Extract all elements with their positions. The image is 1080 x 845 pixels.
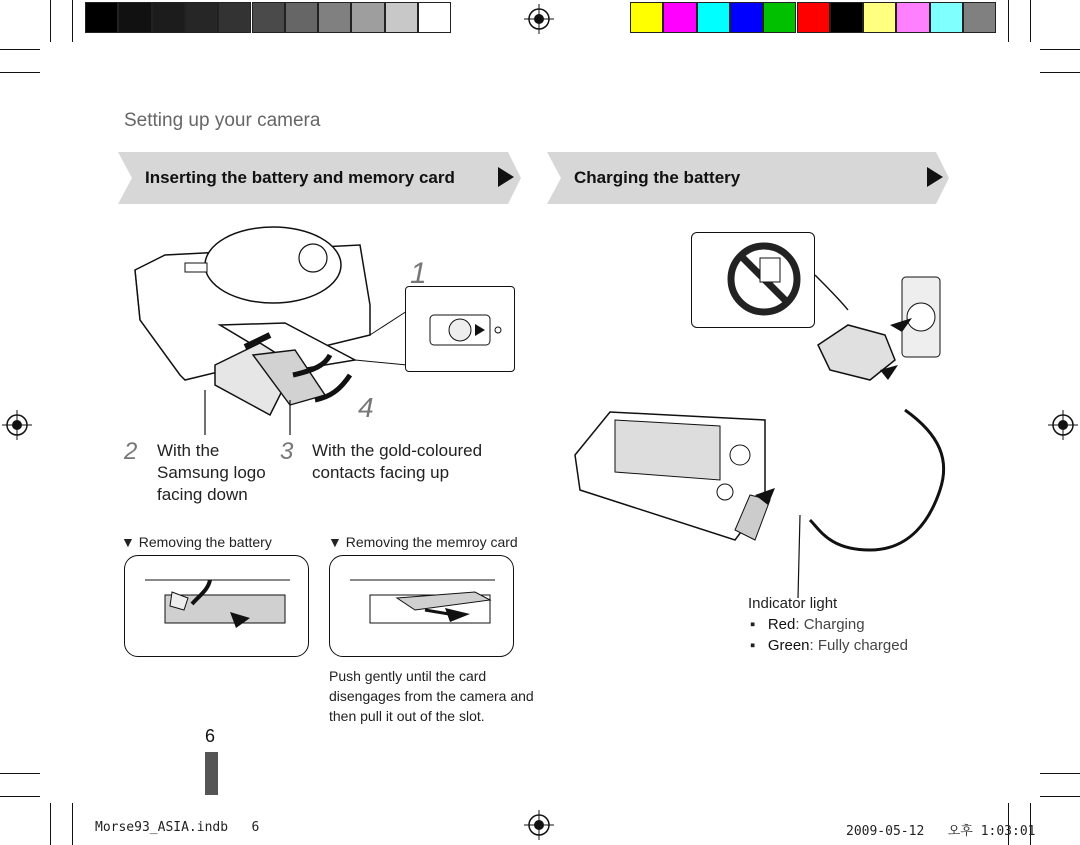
removing-battery-label: ▼ Removing the battery	[121, 534, 272, 550]
color-swatch	[252, 2, 285, 33]
play-arrow-icon	[925, 166, 945, 188]
color-swatch	[830, 2, 863, 33]
color-swatch	[152, 2, 185, 33]
color-swatch	[663, 2, 696, 33]
page-number: 6	[205, 726, 216, 746]
color-swatch	[797, 2, 830, 33]
crop-mark	[1008, 0, 1009, 42]
color-swatch	[896, 2, 929, 33]
color-swatch	[351, 2, 384, 33]
registration-mark-icon	[1048, 410, 1078, 440]
crop-mark	[72, 0, 73, 42]
step-3-text: With the gold-coloured contacts facing up	[312, 441, 483, 482]
crop-mark	[1040, 72, 1080, 73]
push-note: Push gently until the card disengages from the camera and then pull it out of the slot.	[329, 668, 534, 724]
indicator-item-green: ▪ Green: Fully charged	[750, 637, 908, 654]
color-swatch	[385, 2, 418, 33]
play-arrow-icon	[496, 166, 516, 188]
color-swatch	[318, 2, 351, 33]
crop-mark	[1040, 796, 1080, 797]
color-swatch	[218, 2, 251, 33]
step-number-1: 1	[410, 257, 427, 290]
indicator-color-red: Red	[767, 616, 796, 633]
footer-timestamp: 2009-05-12 오후 1:03:01	[846, 824, 1036, 839]
registration-mark-icon	[524, 810, 554, 840]
crop-mark	[50, 0, 51, 42]
step-2-text: With the Samsung logo facing down	[157, 441, 266, 504]
step-number-3: 3	[280, 438, 294, 465]
color-swatch	[185, 2, 218, 33]
indicator-item-red: ▪ Red: Charging	[750, 616, 865, 633]
step-number-2: 2	[124, 438, 138, 465]
crop-mark	[50, 803, 51, 845]
indicator-color-green: Green	[767, 637, 810, 654]
indicator-state-charged: : Fully charged	[809, 637, 908, 654]
page-section-title: Setting up your camera	[124, 110, 321, 131]
crop-mark	[72, 803, 73, 845]
color-swatch	[118, 2, 151, 33]
crop-mark	[1030, 0, 1031, 42]
color-swatch	[697, 2, 730, 33]
color-swatch	[730, 2, 763, 33]
color-swatch	[963, 2, 996, 33]
lock-slider-icon	[420, 310, 510, 350]
step-number-4: 4	[358, 392, 374, 423]
indicator-title: Indicator light	[748, 595, 838, 612]
page-tab-marker	[205, 752, 218, 795]
color-swatch	[863, 2, 896, 33]
removing-card-label: ▼ Removing the memroy card	[328, 534, 518, 550]
crop-mark	[1040, 49, 1080, 50]
crop-mark	[0, 72, 40, 73]
section-title-inserting: Inserting the battery and memory card	[145, 168, 455, 187]
color-swatch	[85, 2, 118, 33]
crop-mark	[0, 773, 40, 774]
registration-mark-icon	[2, 410, 32, 440]
battery-removal-detail-icon	[140, 570, 300, 640]
section-title-charging: Charging the battery	[574, 168, 741, 187]
card-removal-detail-icon	[345, 570, 505, 640]
camera-charging-illustration	[570, 380, 960, 600]
crop-mark	[0, 49, 40, 50]
registration-mark-icon	[524, 4, 554, 34]
color-swatch	[285, 2, 318, 33]
color-swatch	[630, 2, 663, 33]
crop-mark	[0, 796, 40, 797]
footer-file-name: Morse93_ASIA.indb 6	[95, 820, 260, 835]
indicator-state-charging: : Charging	[795, 616, 865, 633]
prohibited-icon	[725, 240, 803, 318]
color-swatch	[418, 2, 451, 33]
color-swatch	[930, 2, 963, 33]
crop-mark	[1040, 773, 1080, 774]
color-swatch	[763, 2, 796, 33]
